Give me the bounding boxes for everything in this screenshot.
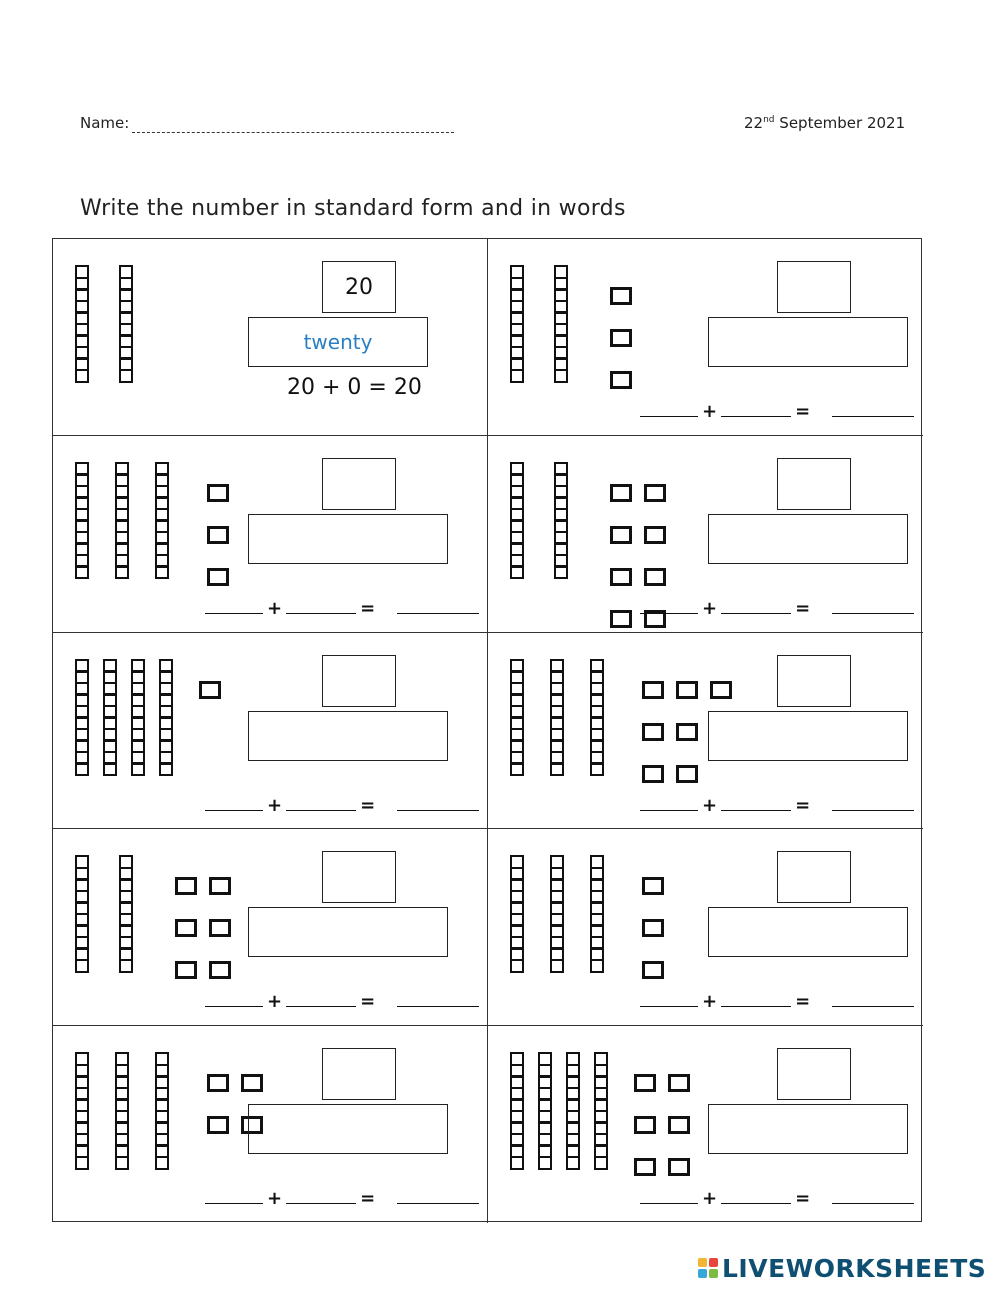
- one-cube: [676, 765, 698, 783]
- operator: +: [267, 597, 283, 619]
- ten-rod: [119, 265, 133, 380]
- ones-blank[interactable]: [721, 1201, 791, 1204]
- addition-equation: [205, 795, 479, 816]
- total-blank[interactable]: [832, 808, 914, 811]
- rod-unit: [510, 762, 524, 776]
- rod-unit: [566, 1156, 580, 1170]
- problem-cell: [53, 829, 488, 1026]
- rod-unit: [538, 1156, 552, 1170]
- rod-unit: [115, 565, 129, 579]
- one-cube: [207, 1074, 229, 1092]
- ten-rod: [594, 1052, 608, 1167]
- logo-square: [709, 1269, 718, 1278]
- logo-square: [709, 1258, 718, 1267]
- instruction: Write the number in standard form and in words: [80, 196, 626, 221]
- one-cube: [668, 1116, 690, 1134]
- ten-rod: [538, 1052, 552, 1167]
- one-cube: [209, 961, 231, 979]
- problem-cell: [53, 436, 488, 633]
- ten-rod: [75, 855, 89, 970]
- ones-blank[interactable]: [286, 1004, 356, 1007]
- operator: +: [267, 1188, 283, 1210]
- ten-rod: [115, 462, 129, 577]
- date-day: 22: [744, 114, 764, 132]
- operator: +: [702, 401, 718, 422]
- word-form-box[interactable]: [708, 907, 908, 957]
- operator: =: [360, 1188, 376, 1210]
- word-form-box[interactable]: [248, 1104, 448, 1154]
- ten-rod: [510, 462, 524, 577]
- rod-unit: [115, 1156, 129, 1170]
- rod-unit: [510, 1156, 524, 1170]
- addition-equation: [640, 1188, 914, 1209]
- rod-unit: [594, 1156, 608, 1170]
- rod-unit: [75, 762, 89, 776]
- ten-rod: [155, 462, 169, 577]
- problem-cell: [488, 633, 923, 830]
- operator: +: [702, 597, 718, 619]
- one-cube: [710, 681, 732, 699]
- rod-unit: [554, 565, 568, 579]
- ten-rod: [554, 265, 568, 380]
- one-cube: [175, 877, 197, 895]
- operator: +: [267, 794, 283, 816]
- operator: =: [360, 794, 376, 816]
- rod-unit: [75, 565, 89, 579]
- one-cube: [610, 568, 632, 586]
- one-cube: [207, 526, 229, 544]
- one-cube: [644, 568, 666, 586]
- word-form-box[interactable]: [708, 514, 908, 564]
- word-form-box[interactable]: [248, 711, 448, 761]
- word-form-box[interactable]: twenty: [248, 317, 428, 367]
- problem-cell: [488, 829, 923, 1026]
- logo-text: LIVEWORKSHEETS: [722, 1253, 987, 1283]
- ones-blank[interactable]: [721, 808, 791, 811]
- operator: =: [795, 401, 811, 422]
- problem-cell: [53, 633, 488, 830]
- word-form-box[interactable]: [708, 711, 908, 761]
- tens-blank[interactable]: [205, 808, 263, 811]
- rod-unit: [155, 565, 169, 579]
- tens-blank[interactable]: [640, 1004, 698, 1007]
- rod-unit: [75, 959, 89, 973]
- ten-rod: [510, 659, 524, 774]
- operator: =: [795, 794, 811, 816]
- one-cube: [610, 287, 632, 305]
- ten-rod: [75, 659, 89, 774]
- ones-blank[interactable]: [721, 611, 791, 614]
- rod-unit: [119, 369, 133, 383]
- rod-unit: [510, 959, 524, 973]
- standard-form-box[interactable]: [322, 851, 396, 903]
- total-blank[interactable]: [397, 611, 479, 614]
- rod-unit: [131, 762, 145, 776]
- logo-square: [698, 1269, 707, 1278]
- ten-rod: [550, 855, 564, 970]
- ones-blank[interactable]: [286, 808, 356, 811]
- one-cube: [676, 723, 698, 741]
- ones-blank[interactable]: [286, 1201, 356, 1204]
- tens-blank[interactable]: [640, 611, 698, 614]
- operator: =: [795, 1188, 811, 1210]
- ten-rod: [119, 855, 133, 970]
- standard-form-box[interactable]: [322, 655, 396, 707]
- liveworksheets-logo: [698, 1253, 986, 1283]
- one-cube: [610, 526, 632, 544]
- total-blank[interactable]: [832, 1201, 914, 1204]
- ten-rod: [115, 1052, 129, 1167]
- one-cube: [207, 1116, 229, 1134]
- standard-form-box[interactable]: [777, 261, 851, 313]
- addition-equation: [640, 401, 914, 422]
- name-label: Name:: [80, 114, 130, 132]
- total-blank[interactable]: [397, 1201, 479, 1204]
- rod-unit: [554, 369, 568, 383]
- operator: =: [795, 991, 811, 1013]
- tens-blank[interactable]: [640, 414, 698, 417]
- operator: +: [267, 991, 283, 1013]
- one-cube: [175, 961, 197, 979]
- one-cube: [175, 919, 197, 937]
- rod-unit: [159, 762, 173, 776]
- problem-cell: [488, 1026, 923, 1223]
- one-cube: [644, 484, 666, 502]
- one-cube: [634, 1116, 656, 1134]
- total-blank[interactable]: [832, 414, 914, 417]
- problem-cell: [488, 436, 923, 633]
- rod-unit: [590, 959, 604, 973]
- ten-rod: [590, 659, 604, 774]
- tens-blank[interactable]: [205, 1004, 263, 1007]
- operator: +: [702, 991, 718, 1013]
- date-suffix: nd: [763, 115, 775, 125]
- one-cube: [668, 1158, 690, 1176]
- ten-rod: [510, 1052, 524, 1167]
- one-cube: [642, 723, 664, 741]
- word-form-box[interactable]: [708, 1104, 908, 1154]
- one-cube: [634, 1074, 656, 1092]
- tens-blank[interactable]: [205, 1201, 263, 1204]
- one-cube: [676, 681, 698, 699]
- operator: =: [795, 597, 811, 619]
- one-cube: [610, 371, 632, 389]
- tens-blank[interactable]: [640, 808, 698, 811]
- ten-rod: [590, 855, 604, 970]
- operator: +: [702, 794, 718, 816]
- ten-rod: [566, 1052, 580, 1167]
- tens-blank[interactable]: [205, 611, 263, 614]
- rod-unit: [590, 762, 604, 776]
- ten-rod: [75, 265, 89, 380]
- word-form-box[interactable]: [248, 514, 448, 564]
- rod-unit: [550, 762, 564, 776]
- example-equation: 20 + 0 = 20: [287, 375, 422, 400]
- rod-unit: [550, 959, 564, 973]
- standard-form-box[interactable]: 20: [322, 261, 396, 313]
- rod-unit: [510, 565, 524, 579]
- ones-blank[interactable]: [721, 414, 791, 417]
- rod-unit: [75, 369, 89, 383]
- operator: +: [702, 1188, 718, 1210]
- word-form-box[interactable]: [248, 907, 448, 957]
- worksheet-grid: [52, 238, 922, 1222]
- operator: =: [360, 597, 376, 619]
- ten-rod: [75, 462, 89, 577]
- ten-rod: [510, 265, 524, 380]
- word-form-box[interactable]: [708, 317, 908, 367]
- ten-rod: [131, 659, 145, 774]
- addition-equation: [640, 598, 914, 619]
- problem-cell: [488, 239, 923, 436]
- one-cube: [644, 526, 666, 544]
- standard-form-box[interactable]: [777, 851, 851, 903]
- date-rest: September 2021: [779, 114, 906, 132]
- logo-icon: [698, 1258, 718, 1278]
- one-cube: [610, 329, 632, 347]
- ten-rod: [510, 855, 524, 970]
- one-cube: [634, 1158, 656, 1176]
- ones-blank[interactable]: [286, 611, 356, 614]
- total-blank[interactable]: [397, 1004, 479, 1007]
- addition-equation: [205, 1188, 479, 1209]
- rod-unit: [103, 762, 117, 776]
- standard-form-box[interactable]: [322, 458, 396, 510]
- one-cube: [199, 681, 221, 699]
- name-field[interactable]: [132, 132, 454, 133]
- ones-blank[interactable]: [721, 1004, 791, 1007]
- standard-form-box[interactable]: [777, 458, 851, 510]
- ten-rod: [159, 659, 173, 774]
- ten-rod: [554, 462, 568, 577]
- problem-cell: [53, 239, 488, 436]
- one-cube: [209, 877, 231, 895]
- operator: =: [360, 991, 376, 1013]
- ten-rod: [155, 1052, 169, 1167]
- tens-blank[interactable]: [640, 1201, 698, 1204]
- ten-rod: [550, 659, 564, 774]
- addition-equation: [205, 598, 479, 619]
- one-cube: [610, 484, 632, 502]
- total-blank[interactable]: [397, 808, 479, 811]
- one-cube: [207, 568, 229, 586]
- total-blank[interactable]: [832, 611, 914, 614]
- standard-form-box[interactable]: [322, 1048, 396, 1100]
- one-cube: [642, 877, 664, 895]
- rod-unit: [155, 1156, 169, 1170]
- addition-equation: [640, 991, 914, 1012]
- rod-unit: [75, 1156, 89, 1170]
- one-cube: [642, 681, 664, 699]
- one-cube: [642, 961, 664, 979]
- one-cube: [207, 484, 229, 502]
- one-cube: [642, 919, 664, 937]
- one-cube: [642, 765, 664, 783]
- standard-form-box[interactable]: [777, 1048, 851, 1100]
- total-blank[interactable]: [832, 1004, 914, 1007]
- one-cube: [668, 1074, 690, 1092]
- date: [744, 114, 905, 132]
- addition-equation: [640, 795, 914, 816]
- rod-unit: [119, 959, 133, 973]
- one-cube: [241, 1074, 263, 1092]
- problem-cell: [53, 1026, 488, 1223]
- standard-form-box[interactable]: [777, 655, 851, 707]
- one-cube: [610, 610, 632, 628]
- logo-square: [698, 1258, 707, 1267]
- ten-rod: [103, 659, 117, 774]
- rod-unit: [510, 369, 524, 383]
- ten-rod: [75, 1052, 89, 1167]
- one-cube: [209, 919, 231, 937]
- addition-equation: [205, 991, 479, 1012]
